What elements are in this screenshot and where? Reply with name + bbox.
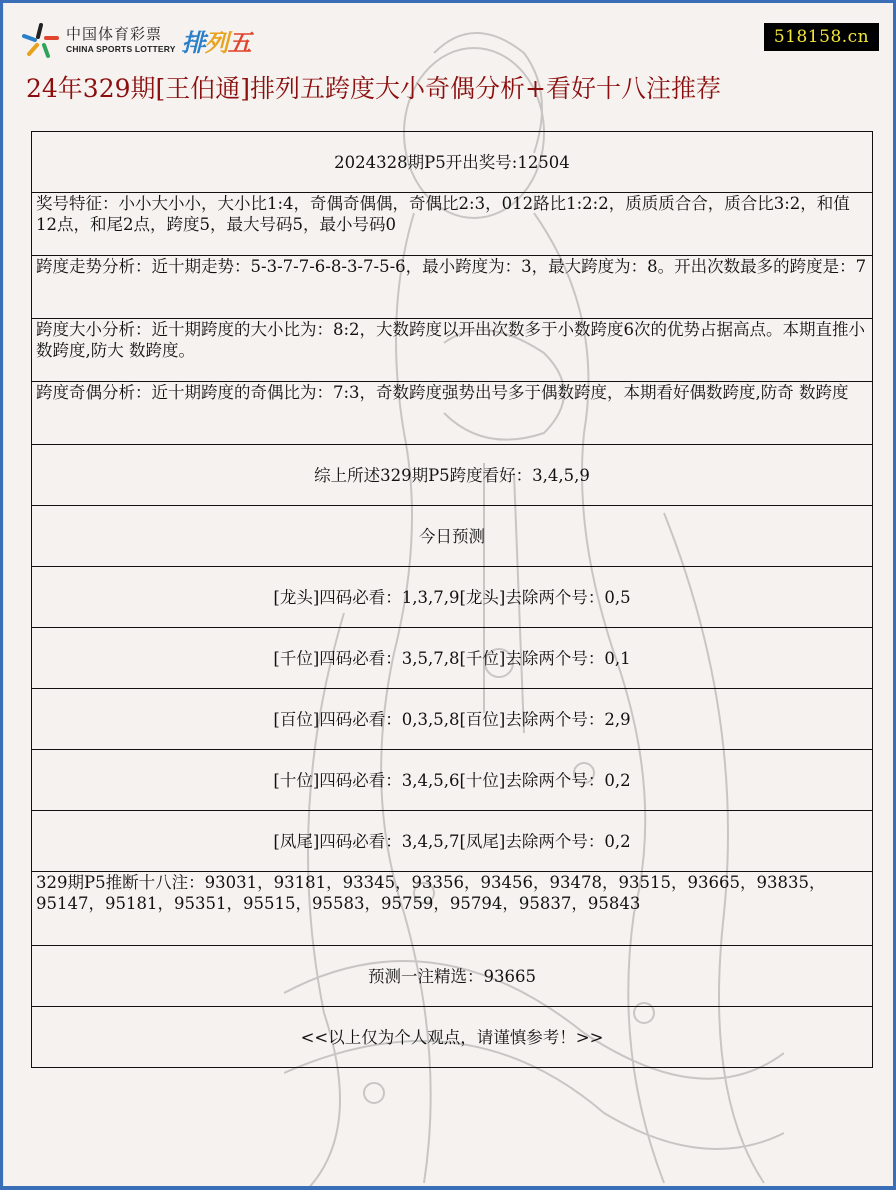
table-row <box>32 382 873 445</box>
table-row <box>32 319 873 382</box>
site-badge: 518158.cn <box>764 23 879 51</box>
table-row <box>32 256 873 319</box>
span-parity-analysis: 跨度奇偶分析：近十期跨度的奇偶比为：7:3，奇数跨度强势出号多于偶数跨度，本期看好偶数跨度,防奇 数跨度 <box>32 382 873 445</box>
table-row <box>32 946 873 1007</box>
prediction-ten-thousands: [龙头]四码必看：1,3,7,9[龙头]去除两个号：0,5 <box>32 567 873 628</box>
logo-english-text: CHINA SPORTS LOTTERY <box>66 43 176 54</box>
table-row <box>32 689 873 750</box>
table-row <box>32 811 873 872</box>
prediction-units: [凤尾]四码必看：3,4,5,7[凤尾]去除两个号：0,2 <box>32 811 873 872</box>
page-frame <box>3 3 893 1186</box>
table-row <box>32 445 873 506</box>
disclaimer: <<以上仅为个人观点，请谨慎参考！>> <box>32 1007 873 1068</box>
span-summary: 综上所述329期P5跨度看好：3,4,5,9 <box>32 445 873 506</box>
draw-features: 奖号特征：小小大小小，大小比1:4，奇偶奇偶偶，奇偶比2:3，012路比1:2:2，质质质合合，质合比3:2，和值12点，和尾2点，跨度5，最大号码5，最小号码0 <box>32 193 873 256</box>
table-row <box>32 193 873 256</box>
table-row <box>32 750 873 811</box>
analysis-table <box>31 131 873 1068</box>
featured-pick: 预测一注精选：93665 <box>32 946 873 1007</box>
page-title: 24年329期[王伯通]排列五跨度大小奇偶分析+看好十八注推荐 <box>26 74 721 103</box>
game-name-logo: 排列五 <box>181 28 251 57</box>
span-trend-analysis: 跨度走势分析：近十期走势：5-3-7-7-6-8-3-7-5-6，最小跨度为：3，最大跨度为：8。开出次数最多的跨度是：7 <box>32 256 873 319</box>
prediction-thousands: [千位]四码必看：3,5,7,8[千位]去除两个号：0,1 <box>32 628 873 689</box>
china-sports-lottery-logo <box>22 21 251 59</box>
prediction-hundreds: [百位]四码必看：0,3,5,8[百位]去除两个号：2,9 <box>32 689 873 750</box>
table-row <box>32 567 873 628</box>
today-prediction-heading: 今日预测 <box>32 506 873 567</box>
prediction-tens: [十位]四码必看：3,4,5,6[十位]去除两个号：0,2 <box>32 750 873 811</box>
table-row <box>32 872 873 946</box>
last-draw-result: 2024328期P5开出奖号:12504 <box>32 132 873 193</box>
logo-chinese-text: 中国体育彩票 <box>66 24 163 43</box>
eighteen-picks: 329期P5推断十八注：93031，93181，93345，93356，93456，93478，93515，93665，93835，95147，95181，95351，95515，95583，95759，95794，95837，95843 <box>32 872 873 946</box>
lottery-star-icon <box>22 21 60 59</box>
table-row <box>32 132 873 193</box>
span-size-analysis: 跨度大小分析：近十期跨度的大小比为：8:2，大数跨度以开出次数多于小数跨度6次的优势占据高点。本期直推小数跨度,防大 数跨度。 <box>32 319 873 382</box>
table-row <box>32 506 873 567</box>
table-row <box>32 1007 873 1068</box>
table-row <box>32 628 873 689</box>
